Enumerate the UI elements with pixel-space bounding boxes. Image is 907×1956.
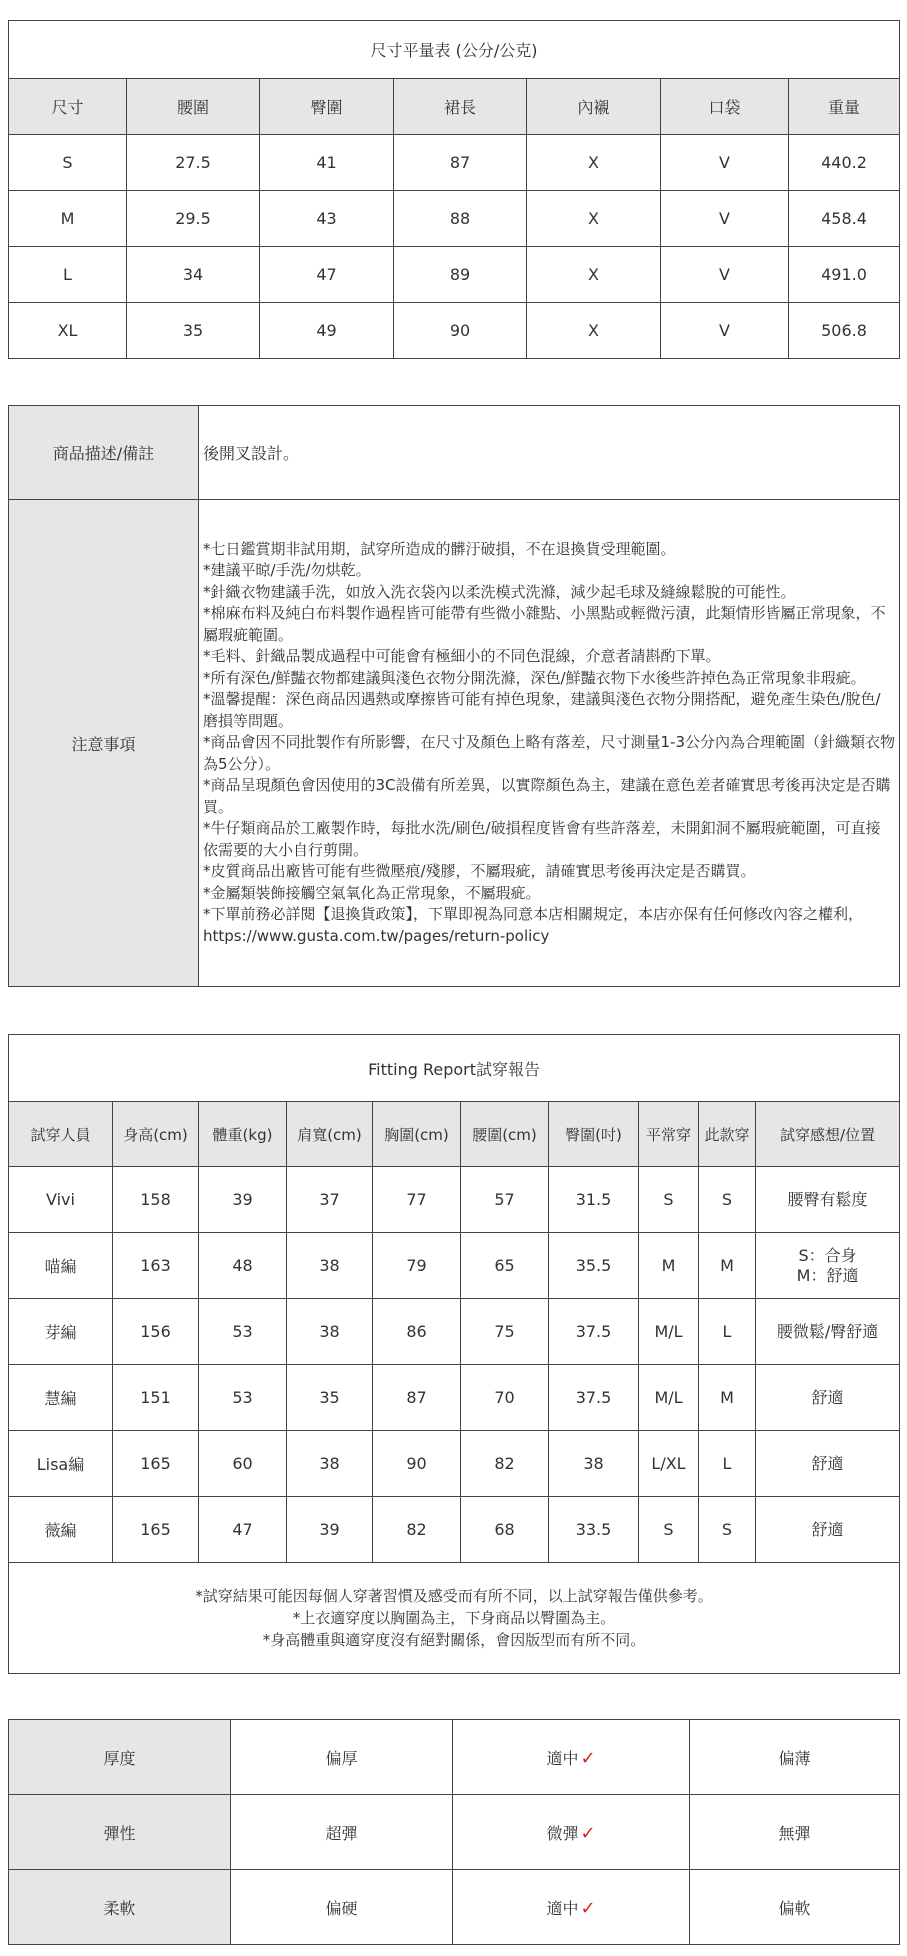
fitting-cell: Lisa編 bbox=[9, 1431, 113, 1497]
feel-option-label: 偏厚 bbox=[325, 1748, 358, 1768]
fitting-row bbox=[9, 1431, 900, 1497]
fitting-cell: 68 bbox=[461, 1497, 549, 1563]
fitting-col-header: 臀圍(吋) bbox=[549, 1102, 639, 1167]
fitting-cell: 39 bbox=[199, 1167, 287, 1233]
fitting-row bbox=[9, 1497, 900, 1563]
fitting-cell: 腰微鬆/臀舒適 bbox=[756, 1299, 900, 1365]
fitting-cell: 喵編 bbox=[9, 1233, 113, 1299]
size-cell: 440.2 bbox=[789, 135, 900, 191]
size-cell: M bbox=[9, 191, 127, 247]
fitting-cell: 慧編 bbox=[9, 1365, 113, 1431]
note-item: *商品呈現顏色會因使用的3C設備有所差異，以實際顏色為主，建議在意色差者確實思考後再決定是否購買。 bbox=[203, 776, 891, 816]
fitting-cell: L/XL bbox=[639, 1431, 699, 1497]
fitting-cell: 38 bbox=[287, 1299, 373, 1365]
fitting-cell: 31.5 bbox=[549, 1167, 639, 1233]
size-cell: 47 bbox=[260, 247, 394, 303]
fitting-cell: 158 bbox=[113, 1167, 199, 1233]
size-cell: L bbox=[9, 247, 127, 303]
fitting-col-header: 平常穿 bbox=[639, 1102, 699, 1167]
feel-option bbox=[690, 1870, 900, 1945]
note-item: *所有深色/鮮豔衣物都建議與淺色衣物分開洗滌，深色/鮮豔衣物下水後些許掉色為正常現象非瑕疵。 bbox=[203, 668, 866, 687]
fitting-cell: 165 bbox=[113, 1497, 199, 1563]
fitting-cell: M bbox=[699, 1233, 756, 1299]
feel-option bbox=[690, 1795, 900, 1870]
size-cell: 458.4 bbox=[789, 191, 900, 247]
fitting-col-header: 身高(cm) bbox=[113, 1102, 199, 1167]
size-cell: 49 bbox=[260, 303, 394, 359]
size-col-header: 尺寸 bbox=[9, 79, 127, 135]
note-item: *針織衣物建議手洗，如放入洗衣袋內以柔洗模式洗滌，減少起毛球及縫線鬆脫的可能性。 bbox=[203, 582, 796, 601]
fitting-cell: M bbox=[639, 1233, 699, 1299]
fitting-table-body bbox=[9, 1167, 900, 1563]
fitting-cell: 53 bbox=[199, 1365, 287, 1431]
feel-option bbox=[453, 1720, 690, 1795]
fabric-feel-body bbox=[9, 1720, 900, 1945]
feel-option bbox=[231, 1720, 453, 1795]
note-item: *毛料、針織品製成過程中可能會有極細小的不同色混線，介意者請斟酌下單。 bbox=[203, 647, 721, 666]
checkmark-icon: ✓ bbox=[580, 1822, 596, 1844]
fitting-footnote: *上衣適穿度以胸圍為主，下身商品以臀圍為主。 bbox=[292, 1609, 616, 1627]
fitting-cell: 163 bbox=[113, 1233, 199, 1299]
size-col-header: 重量 bbox=[789, 79, 900, 135]
checkmark-icon: ✓ bbox=[580, 1897, 596, 1919]
fitting-col-header: 試穿人員 bbox=[9, 1102, 113, 1167]
fitting-cell: 57 bbox=[461, 1167, 549, 1233]
fitting-report-title: Fitting Report試穿報告 bbox=[9, 1035, 900, 1102]
fitting-cell: S：合身 M：舒適 bbox=[756, 1233, 900, 1299]
fitting-cell: 48 bbox=[199, 1233, 287, 1299]
feel-option bbox=[453, 1795, 690, 1870]
size-cell: V bbox=[661, 247, 789, 303]
fitting-col-header: 肩寬(cm) bbox=[287, 1102, 373, 1167]
size-table bbox=[8, 20, 900, 359]
fitting-cell: 82 bbox=[461, 1431, 549, 1497]
description-text: 後開叉設計。 bbox=[199, 406, 900, 500]
size-cell: X bbox=[527, 191, 661, 247]
size-table-title: 尺寸平量表 (公分/公克) bbox=[9, 21, 900, 79]
fitting-cell: 37.5 bbox=[549, 1365, 639, 1431]
feel-option-label: 適中 bbox=[546, 1898, 579, 1918]
size-cell: 87 bbox=[394, 135, 527, 191]
size-cell: 491.0 bbox=[789, 247, 900, 303]
fitting-cell: L bbox=[699, 1299, 756, 1365]
fitting-cell: 87 bbox=[373, 1365, 461, 1431]
fitting-cell: 37.5 bbox=[549, 1299, 639, 1365]
fitting-cell: 165 bbox=[113, 1431, 199, 1497]
size-cell: XL bbox=[9, 303, 127, 359]
fitting-col-header: 胸圍(cm) bbox=[373, 1102, 461, 1167]
size-cell: X bbox=[527, 247, 661, 303]
fitting-footnote: *身高體重與適穿度沒有絕對關係，會因版型而有所不同。 bbox=[262, 1631, 646, 1649]
feel-option-label: 微彈 bbox=[546, 1823, 579, 1843]
size-col-header: 裙長 bbox=[394, 79, 527, 135]
feel-option-label: 偏軟 bbox=[778, 1898, 811, 1918]
size-row bbox=[9, 135, 900, 191]
fitting-cell: S bbox=[699, 1167, 756, 1233]
checkmark-icon: ✓ bbox=[580, 1747, 596, 1769]
fitting-row bbox=[9, 1233, 900, 1299]
size-cell: X bbox=[527, 303, 661, 359]
fitting-footnotes bbox=[9, 1563, 900, 1674]
size-row bbox=[9, 303, 900, 359]
note-item: *牛仔類商品於工廠製作時，每批水洗/刷色/破損程度皆會有些許落差，未開釦洞不屬瑕疵範圍，可直接依需要的大小自行剪開。 bbox=[203, 819, 881, 859]
notes-list bbox=[203, 539, 895, 948]
fitting-cell: M/L bbox=[639, 1365, 699, 1431]
feel-label: 彈性 bbox=[9, 1795, 231, 1870]
feel-option bbox=[453, 1870, 690, 1945]
feel-row bbox=[9, 1870, 900, 1945]
feel-row bbox=[9, 1795, 900, 1870]
fitting-cell: 60 bbox=[199, 1431, 287, 1497]
note-item: *金屬類裝飾接觸空氣氧化為正常現象，不屬瑕疵。 bbox=[203, 883, 541, 902]
size-cell: V bbox=[661, 303, 789, 359]
size-cell: 89 bbox=[394, 247, 527, 303]
fitting-cell: 70 bbox=[461, 1365, 549, 1431]
fitting-cell: 33.5 bbox=[549, 1497, 639, 1563]
feel-option-label: 超彈 bbox=[325, 1823, 358, 1843]
fitting-cell: 35 bbox=[287, 1365, 373, 1431]
fitting-cell: 38 bbox=[549, 1431, 639, 1497]
size-col-header: 口袋 bbox=[661, 79, 789, 135]
feel-option-label: 偏硬 bbox=[325, 1898, 358, 1918]
note-item: *棉麻布料及純白布料製作過程皆可能帶有些微小雜點、小黑點或輕微污漬，此類情形皆屬正常現象，不屬瑕疵範圍。 bbox=[203, 604, 886, 644]
size-cell: 34 bbox=[127, 247, 260, 303]
size-cell: 90 bbox=[394, 303, 527, 359]
fitting-cell: 舒適 bbox=[756, 1497, 900, 1563]
description-label: 商品描述/備註 bbox=[9, 406, 199, 500]
note-item: *商品會因不同批製作有所影響，在尺寸及顏色上略有落差，尺寸測量1-3公分內為合理範圍（針織類衣物為5公分）。 bbox=[203, 733, 896, 773]
description-row bbox=[9, 406, 900, 500]
notes-content bbox=[199, 500, 900, 987]
fitting-cell: 腰臀有鬆度 bbox=[756, 1167, 900, 1233]
fitting-report-table bbox=[8, 1034, 900, 1674]
fitting-cell: 35.5 bbox=[549, 1233, 639, 1299]
fitting-cell: 芽編 bbox=[9, 1299, 113, 1365]
fitting-cell: 38 bbox=[287, 1233, 373, 1299]
fitting-cell: S bbox=[699, 1497, 756, 1563]
fitting-cell: S bbox=[639, 1167, 699, 1233]
feel-option-label: 適中 bbox=[546, 1748, 579, 1768]
feel-option-label: 偏薄 bbox=[778, 1748, 811, 1768]
notes-label: 注意事項 bbox=[9, 500, 199, 987]
note-item: *建議平晾/手洗/勿烘乾。 bbox=[203, 561, 371, 580]
fitting-cell: L bbox=[699, 1431, 756, 1497]
size-row bbox=[9, 247, 900, 303]
size-col-header: 腰圍 bbox=[127, 79, 260, 135]
fitting-cell: 82 bbox=[373, 1497, 461, 1563]
fitting-header-row bbox=[9, 1102, 900, 1167]
size-cell: V bbox=[661, 135, 789, 191]
feel-option-label: 無彈 bbox=[778, 1823, 811, 1843]
note-item: *下單前務必詳閱【退換貨政策】，下單即視為同意本店相關規定，本店亦保有任何修改內容之權利，https://www.gusta.com.tw/pages/return-policy bbox=[203, 905, 864, 945]
size-table-header-row bbox=[9, 79, 900, 135]
feel-label: 柔軟 bbox=[9, 1870, 231, 1945]
fitting-row bbox=[9, 1299, 900, 1365]
feel-option bbox=[231, 1795, 453, 1870]
size-cell: 35 bbox=[127, 303, 260, 359]
feel-option bbox=[690, 1720, 900, 1795]
fitting-footnote: *試穿結果可能因每個人穿著習慣及感受而有所不同，以上試穿報告僅供參考。 bbox=[195, 1587, 713, 1605]
fitting-col-header: 體重(kg) bbox=[199, 1102, 287, 1167]
fabric-feel-table bbox=[8, 1719, 900, 1945]
fitting-cell: 79 bbox=[373, 1233, 461, 1299]
fitting-cell: 薇編 bbox=[9, 1497, 113, 1563]
fitting-col-header: 試穿感想/位置 bbox=[756, 1102, 900, 1167]
size-cell: 43 bbox=[260, 191, 394, 247]
size-cell: 29.5 bbox=[127, 191, 260, 247]
size-col-header: 臀圍 bbox=[260, 79, 394, 135]
note-item: *溫馨提醒：深色商品因遇熱或摩擦皆可能有掉色現象，建議與淺色衣物分開搭配，避免產生染色/脫色/磨損等問題。 bbox=[203, 690, 881, 730]
fitting-row bbox=[9, 1365, 900, 1431]
fitting-cell: 47 bbox=[199, 1497, 287, 1563]
fitting-cell: 舒適 bbox=[756, 1365, 900, 1431]
note-item: *皮質商品出廠皆可能有些微壓痕/殘膠，不屬瑕疵，請確實思考後再決定是否購買。 bbox=[203, 862, 756, 881]
size-cell: S bbox=[9, 135, 127, 191]
size-cell: 506.8 bbox=[789, 303, 900, 359]
size-col-header: 內襯 bbox=[527, 79, 661, 135]
fitting-cell: 39 bbox=[287, 1497, 373, 1563]
feel-label: 厚度 bbox=[9, 1720, 231, 1795]
fitting-cell: 38 bbox=[287, 1431, 373, 1497]
size-table-body bbox=[9, 135, 900, 359]
fitting-cell: 156 bbox=[113, 1299, 199, 1365]
size-row bbox=[9, 191, 900, 247]
size-cell: 88 bbox=[394, 191, 527, 247]
fitting-cell: 86 bbox=[373, 1299, 461, 1365]
notes-row bbox=[9, 500, 900, 987]
size-cell: V bbox=[661, 191, 789, 247]
feel-row bbox=[9, 1720, 900, 1795]
fitting-cell: 90 bbox=[373, 1431, 461, 1497]
fitting-cell: Vivi bbox=[9, 1167, 113, 1233]
fitting-cell: 37 bbox=[287, 1167, 373, 1233]
fitting-cell: S bbox=[639, 1497, 699, 1563]
note-item: *七日鑑賞期非試用期，試穿所造成的髒汙破損，不在退換貨受理範圍。 bbox=[203, 539, 676, 558]
fitting-col-header: 腰圍(cm) bbox=[461, 1102, 549, 1167]
fitting-cell: 65 bbox=[461, 1233, 549, 1299]
size-cell: X bbox=[527, 135, 661, 191]
fitting-cell: 151 bbox=[113, 1365, 199, 1431]
size-cell: 41 bbox=[260, 135, 394, 191]
size-cell: 27.5 bbox=[127, 135, 260, 191]
fitting-cell: 53 bbox=[199, 1299, 287, 1365]
fitting-col-header: 此款穿 bbox=[699, 1102, 756, 1167]
fitting-cell: M/L bbox=[639, 1299, 699, 1365]
fitting-cell: M bbox=[699, 1365, 756, 1431]
feel-option bbox=[231, 1870, 453, 1945]
fitting-cell: 舒適 bbox=[756, 1431, 900, 1497]
fitting-cell: 75 bbox=[461, 1299, 549, 1365]
fitting-cell: 77 bbox=[373, 1167, 461, 1233]
product-notes-table bbox=[8, 405, 900, 987]
fitting-row bbox=[9, 1167, 900, 1233]
